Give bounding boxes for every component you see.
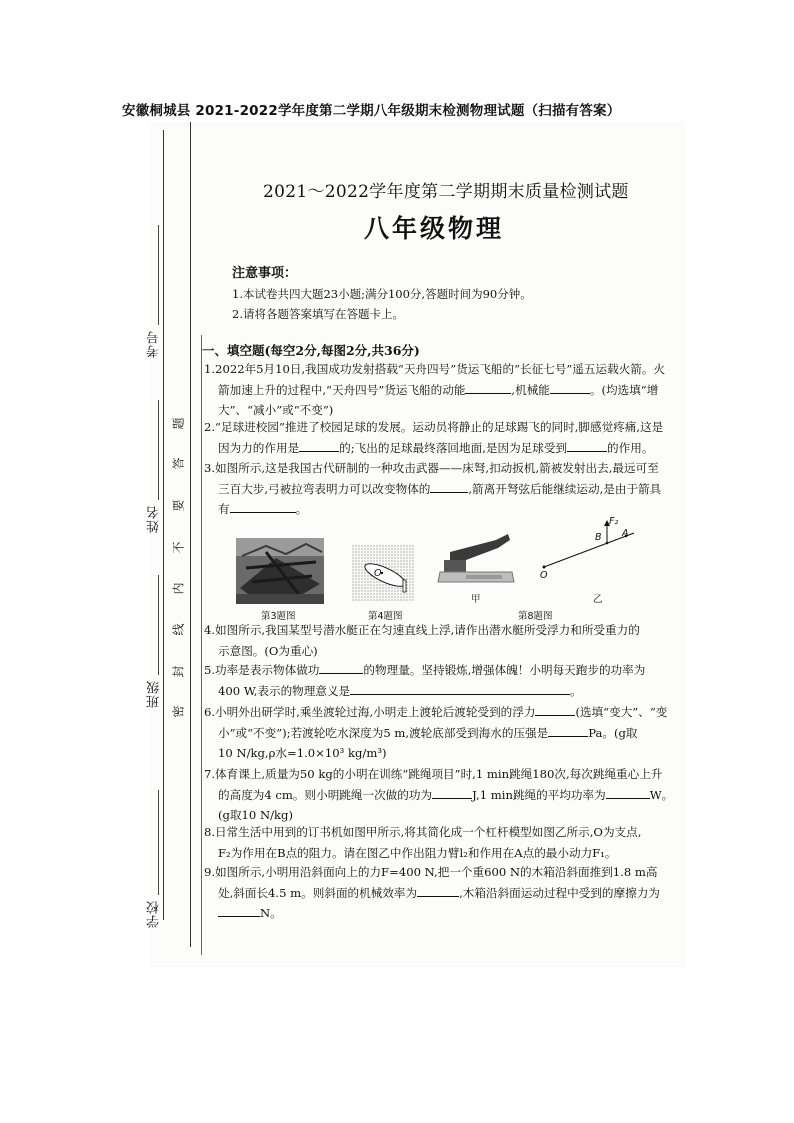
q6-text: 小”或“不变”);若渡轮吃水深度为5 m,渡轮底部受到海水的压强是 bbox=[218, 725, 549, 740]
answer-blank[interactable] bbox=[299, 440, 339, 452]
q6-line3: 10 N/kg,ρ水=1.0×10³ kg/m³) bbox=[218, 746, 387, 760]
content-border-line bbox=[201, 335, 202, 955]
q5-text: 400 W,表示的物理意义是 bbox=[218, 683, 351, 698]
q3-line1: 3.如图所示,这是我国古代研制的一种攻击武器——床弩,扣动扳机,箭被发射出去,最远可至 bbox=[204, 461, 659, 475]
q9-text: ,木箱沿斜面运动过程中受到的摩擦力为 bbox=[459, 885, 660, 900]
q1-text: 箭加速上升的过程中,“天舟四号”货运飞船的动能 bbox=[218, 382, 466, 397]
exam-title-line1: 2021～2022学年度第二学期期末质量检测试题 bbox=[263, 182, 629, 202]
q5-text: 。 bbox=[570, 683, 582, 698]
figure-8b-point-a: A bbox=[622, 528, 629, 539]
seal-char: 内 bbox=[171, 582, 186, 595]
q2-text: 因为力的作用是 bbox=[218, 440, 300, 455]
class-label: 班级 bbox=[147, 680, 162, 708]
figure-8b-lever-diagram bbox=[540, 515, 644, 573]
student-id-label: 考号 bbox=[147, 330, 162, 358]
q9-text: N。 bbox=[260, 906, 282, 920]
exam-title-line2: 八年级物理 bbox=[364, 214, 505, 243]
q6-text: Pa。(g取 bbox=[588, 725, 638, 740]
figure-8b-point-b: B bbox=[595, 532, 602, 543]
q3-text: 有 bbox=[218, 502, 230, 516]
q4-line2: 示意图。(O为重心) bbox=[218, 643, 318, 658]
figure-8b-force-f2: F₂ bbox=[609, 516, 619, 527]
school-label: 学校 bbox=[147, 900, 162, 928]
answer-blank[interactable] bbox=[548, 725, 588, 737]
figure-8a-stapler-photo bbox=[436, 526, 516, 588]
name-line bbox=[158, 400, 159, 500]
q2-text: 的;飞出的足球最终落回地面,是因为足球受到 bbox=[339, 440, 568, 455]
question-8 bbox=[204, 822, 666, 863]
figure-4-submarine-diagram bbox=[352, 545, 414, 601]
question-1 bbox=[204, 359, 666, 421]
answer-blank[interactable] bbox=[465, 382, 511, 394]
answer-blank[interactable] bbox=[350, 683, 570, 695]
question-9 bbox=[204, 862, 666, 924]
answer-blank[interactable] bbox=[430, 481, 468, 493]
q4-line1: 4.如图所示,我国某型号潜水艇正在匀速直线上浮,请作出潜水艇所受浮力和所受重力的 bbox=[204, 623, 640, 637]
q7-text: J,1 min跳绳的平均功率为 bbox=[472, 787, 606, 802]
figure-3-crossbow-photo bbox=[236, 538, 324, 604]
q6-text: (选填“变大”、“变 bbox=[575, 705, 668, 719]
q9-text: 处,斜面长4.5 m。则斜面的机械效率为 bbox=[218, 885, 418, 900]
figure-4-point-o: O bbox=[374, 568, 382, 579]
question-5 bbox=[204, 660, 666, 701]
answer-blank[interactable] bbox=[230, 501, 296, 513]
figure-8b-label: 乙 bbox=[593, 594, 603, 605]
figure-3-caption: 第3题图 bbox=[261, 611, 296, 622]
student-id-line bbox=[158, 225, 159, 325]
q7-text: W。 bbox=[649, 787, 674, 802]
answer-blank[interactable] bbox=[417, 885, 459, 897]
figure-4-caption: 第4题图 bbox=[368, 611, 403, 622]
school-line bbox=[158, 790, 159, 895]
question-7 bbox=[204, 764, 674, 826]
note-item-1: 1.本试卷共四大题23小题;满分100分,答题时间为90分钟。 bbox=[232, 287, 532, 301]
q8-line2: F₂为作用在B点的阻力。请在图乙中作出阻力臂l₂和作用在A点的最小动力F₁。 bbox=[218, 845, 617, 860]
q3-text: 。 bbox=[295, 502, 308, 516]
notes-heading: 注意事项： bbox=[232, 266, 298, 281]
question-3 bbox=[204, 458, 666, 520]
document-banner-title: 安徽桐城县 2021-2022学年度第二学期八年级期末检测物理试题（扫描有答案） bbox=[122, 103, 621, 119]
answer-blank[interactable] bbox=[606, 787, 650, 799]
seal-char: 要 bbox=[171, 499, 186, 512]
q7-line1: 7.体育课上,质量为50 kg的小明在训练“跳绳项目”时,1 min跳绳180次,每次跳绳重心上升 bbox=[204, 767, 663, 781]
seal-char: 题 bbox=[171, 417, 186, 430]
q7-line3: (g取10 N/kg) bbox=[218, 808, 293, 822]
figure-8-caption: 第8题图 bbox=[518, 611, 553, 622]
figure-8b-point-o: O bbox=[540, 570, 548, 581]
note-item-2: 2.请将各题答案填写在答题卡上。 bbox=[232, 307, 404, 321]
seal-char: 答 bbox=[171, 457, 186, 470]
figure-8a-label: 甲 bbox=[471, 594, 481, 605]
answer-blank[interactable] bbox=[550, 382, 590, 394]
answer-blank[interactable] bbox=[319, 662, 363, 674]
question-2 bbox=[204, 417, 666, 458]
answer-blank[interactable] bbox=[535, 704, 575, 716]
q3-text: ,箭离开弩弦后能继续运动,是由于箭具 bbox=[468, 481, 662, 496]
q5-text: 5.功率是表示物体做功 bbox=[204, 663, 320, 677]
q1-text: ,机械能 bbox=[511, 382, 550, 397]
question-6 bbox=[204, 702, 666, 764]
answer-blank[interactable] bbox=[432, 787, 472, 799]
question-4 bbox=[204, 620, 666, 661]
name-label: 姓名 bbox=[147, 505, 162, 533]
q1-line3: 大”、“减小”或“不变”) bbox=[218, 403, 334, 417]
answer-blank[interactable] bbox=[218, 905, 260, 917]
class-line bbox=[158, 575, 159, 675]
seal-char: 封 bbox=[171, 665, 186, 678]
q9-line1: 9.如图所示,小明用沿斜面向上的力F=400 N,把一个重600 N的木箱沿斜面推到1.8 m高 bbox=[204, 865, 658, 879]
q1-text: 。(均选填“增 bbox=[589, 382, 659, 397]
q3-text: 三百大步,弓被拉弯表明力可以改变物体的 bbox=[218, 481, 431, 496]
q5-text: 的物理量。坚持锻炼,增强体魄！小明每天跑步的功率为 bbox=[363, 663, 646, 677]
seal-char: 密 bbox=[171, 705, 186, 718]
binding-line-inner bbox=[190, 122, 191, 947]
q2-text: 的作用。 bbox=[607, 440, 654, 455]
q6-text: 6.小明外出研学时,乘坐渡轮过海,小明走上渡轮后渡轮受到的浮力 bbox=[204, 705, 536, 719]
seal-char: 不 bbox=[171, 541, 186, 554]
q7-text: 的高度为4 cm。则小明跳绳一次做的功为 bbox=[218, 787, 433, 802]
q1-line1: 1.2022年5月10日,我国成功发射搭载“天舟四号”货运飞船的“长征七号”遥五运载火箭。火 bbox=[204, 362, 666, 376]
seal-char: 线 bbox=[171, 623, 186, 636]
q2-line1: 2.“足球进校园”推进了校园足球的发展。运动员将静止的足球踢飞的同时,脚感觉疼痛,这是 bbox=[204, 420, 664, 434]
q8-line1: 8.日常生活中用到的订书机如图甲所示,将其简化成一个杠杆模型如图乙所示,O为支点, bbox=[204, 825, 642, 839]
section-1-heading: 一、填空题(每空2分,每图2分,共36分) bbox=[202, 343, 420, 358]
answer-blank[interactable] bbox=[567, 440, 607, 452]
